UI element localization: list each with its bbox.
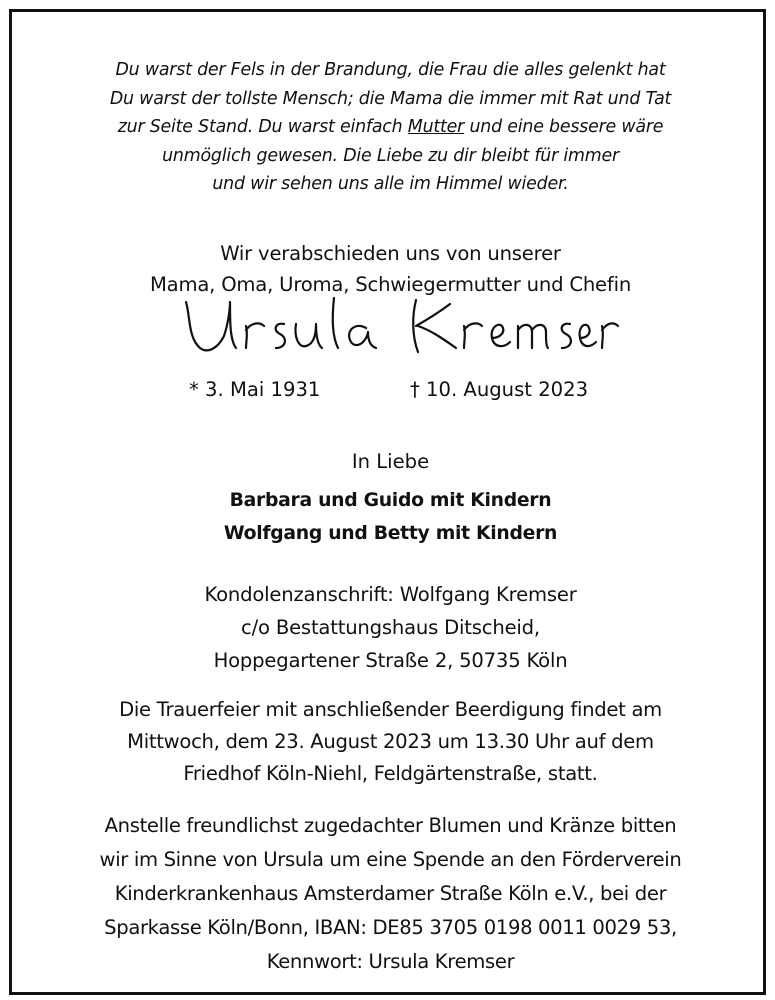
poem-line: unmöglich gewesen. Die Liebe zu dir bleibt für immer (162, 145, 619, 166)
address-line: c/o Bestattungshaus Ditscheid, (241, 616, 540, 639)
poem-text: und eine bessere wäre (464, 117, 664, 138)
death-date: † 10. August 2023 (410, 378, 589, 401)
intro (12, 238, 769, 300)
donation-line: Kennwort: Ursula Kremser (266, 950, 515, 973)
poem-line: und wir sehen uns alle im Himmel wieder. (212, 174, 569, 195)
donation-line: Anstelle freundlichst zugedachter Blumen und Kränze bitten (104, 814, 677, 837)
donation-line: Sparkasse Köln/Bonn, IBAN: DE85 3705 0198 0011 0029 53, (104, 916, 677, 939)
donation-line: Kinderkrankenhaus Amsterdamer Straße Köln e.V., bei der (114, 882, 667, 905)
service-line: Mittwoch, dem 23. August 2023 um 13.30 Uhr auf dem (127, 730, 654, 753)
service-line: Die Trauerfeier mit anschließender Beerdigung findet am (119, 698, 662, 721)
poem-text: zur Seite Stand. Du warst einfach (117, 117, 408, 138)
poem-line (12, 113, 769, 142)
address-line: Kondolenzanschrift: Wolfgang Kremser (204, 583, 577, 606)
poem (12, 56, 769, 199)
intro-line: Wir verabschieden uns von unserer (220, 242, 561, 265)
mourners (12, 484, 769, 550)
donation-request (12, 809, 769, 979)
mourners-intro: In Liebe (351, 450, 430, 473)
poem-line: Du warst der tollste Mensch; die Mama die immer mit Rat und Tat (109, 88, 672, 109)
birth-date: * 3. Mai 1931 (189, 378, 321, 401)
condolence-address (12, 578, 769, 677)
poem-line: Du warst der Fels in der Brandung, die Frau die alles gelenkt hat (115, 60, 666, 80)
donation-line: wir im Sinne von Ursula um eine Spende an den Förderverein (99, 848, 682, 871)
underlined-word: Mutter (407, 117, 465, 138)
funeral-service (12, 694, 769, 790)
address-line: Hoppegartener Straße 2, 50735 Köln (213, 649, 568, 672)
name-signature (180, 296, 620, 366)
service-line: Friedhof Köln-Niehl, Feldgärtenstraße, statt. (183, 762, 598, 785)
mourner-line: Wolfgang und Betty mit Kindern (223, 523, 558, 544)
mourner-line: Barbara und Guido mit Kindern (229, 490, 552, 511)
intro-line: Mama, Oma, Uroma, Schwiegermutter und Chefin (149, 273, 632, 296)
notice-frame (9, 9, 766, 995)
